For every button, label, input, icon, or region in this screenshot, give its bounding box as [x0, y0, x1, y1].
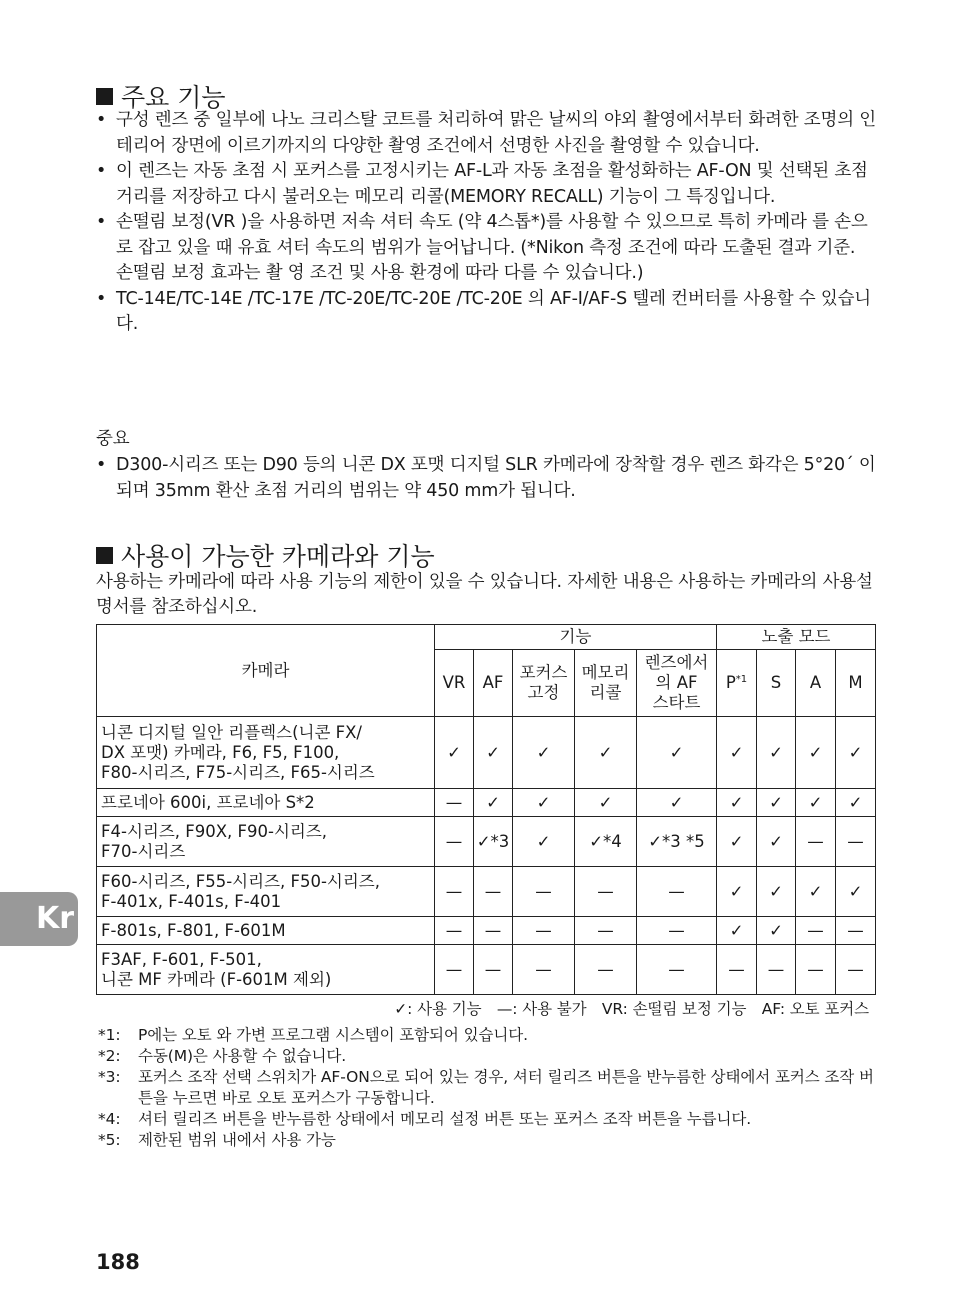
support-cell: ✓	[757, 867, 796, 917]
square-bullet-icon	[96, 88, 113, 105]
list-item: • TC-14E/TC-14E /TC-17E /TC-20E/TC-20E /TC-20E 의 AF-I/AF-S 텔레 컨버터를 사용할 수 있습니다.	[96, 287, 876, 338]
modes-header: 노출 모드	[717, 625, 876, 650]
support-cell: ✓	[717, 717, 757, 789]
support-cell: —	[836, 817, 876, 867]
support-cell: —	[474, 867, 513, 917]
support-cell: —	[836, 917, 876, 945]
support-cell: ✓	[796, 789, 836, 817]
support-cell: —	[637, 945, 717, 995]
footnote-item: *3: 포커스 조작 선택 스위치가 AF-ON으로 되어 있는 경우, 셔터 릴리즈 버튼을 반누름한 상태에서 포커스 조작 버튼을 누르면 바로 오토 포커스가 구동합니다.	[98, 1068, 874, 1107]
list-item: • 이 렌즈는 자동 초점 시 포커스를 고정시키는 AF-L과 자동 초점을 활성화하는 AF-ON 및 선택된 초점 거리를 저장하고 다시 불러오는 메모리 리콜(MEMORY RECALL) 기능이 그 특징입니다.	[96, 159, 876, 210]
support-cell: ✓	[796, 717, 836, 789]
support-cell: —	[474, 917, 513, 945]
language-tab: Kr	[0, 892, 78, 946]
list-item: • D300-시리즈 또는 D90 등의 니콘 DX 포맷 디지털 SLR 카메라에 장착할 경우 렌즈 화각은 5°20´ 이 되며 35mm 환산 초점 거리의 범위는 약 450 mm가 됩니다.	[96, 453, 876, 504]
col-s: S	[757, 650, 796, 717]
support-cell: ✓	[717, 817, 757, 867]
camera-name-cell: 프로네아 600i, 프로네아 S*2	[97, 789, 435, 817]
table-row	[97, 817, 876, 867]
list-item: • 구성 렌즈 중 일부에 나노 크리스탈 코트를 처리하여 맑은 날씨의 야외 촬영에서부터 화려한 조명의 인테리어 장면에 이르기까지의 다양한 촬영 조건에서 선명한 사진을 촬영할 수 있습니다.	[96, 108, 876, 159]
support-cell: —	[474, 945, 513, 995]
table-legend: ✓: 사용 기능 —: 사용 불가 VR: 손떨림 보정 기능 AF: 오토 포커스	[394, 1000, 869, 1018]
camera-name-cell: 니콘 디지털 일안 리플렉스(니콘 FX/ DX 포맷) 카메라, F6, F5, F100, F80-시리즈, F75-시리즈, F65-시리즈	[97, 717, 435, 789]
camera-name-cell: F60-시리즈, F55-시리즈, F50-시리즈, F-401x, F-401s, F-401	[97, 867, 435, 917]
support-cell: —	[637, 867, 717, 917]
support-cell: —	[575, 867, 637, 917]
important-heading: 중요	[96, 429, 130, 449]
camera-name-cell: F-801s, F-801, F-601M	[97, 917, 435, 945]
support-cell: ✓	[637, 717, 717, 789]
footnote-item: *1: P에는 오토 와 가변 프로그램 시스템이 포함되어 있습니다.	[98, 1026, 528, 1044]
support-cell: ✓	[717, 917, 757, 945]
support-cell: —	[435, 789, 474, 817]
section-heading-features: 주요 기능	[96, 78, 226, 114]
table-row	[97, 867, 876, 917]
support-cell: ✓	[513, 817, 575, 867]
support-cell: ✓	[474, 717, 513, 789]
support-cell: ✓	[637, 789, 717, 817]
footnotes	[98, 1025, 874, 1151]
support-cell: —	[435, 945, 474, 995]
compatibility-table	[96, 624, 876, 995]
page-number: 188	[96, 1250, 140, 1274]
support-cell: ✓	[757, 789, 796, 817]
square-bullet-icon	[96, 547, 113, 564]
support-cell: —	[796, 817, 836, 867]
table-row	[97, 917, 876, 945]
table-row	[97, 945, 876, 995]
camera-name-cell: F4-시리즈, F90X, F90-시리즈, F70-시리즈	[97, 817, 435, 867]
functions-header: 기능	[435, 625, 717, 650]
support-cell: ✓	[757, 917, 796, 945]
support-cell: ✓	[836, 717, 876, 789]
support-cell: ✓	[717, 867, 757, 917]
support-cell: ✓	[836, 789, 876, 817]
col-a: A	[796, 650, 836, 717]
support-cell: —	[513, 917, 575, 945]
support-cell: ✓	[757, 717, 796, 789]
support-cell: —	[513, 945, 575, 995]
camera-name-cell: F3AF, F-601, F-501, 니콘 MF 카메라 (F-601M 제외)	[97, 945, 435, 995]
col-memory-recall: 메모리 리콜	[575, 650, 637, 717]
support-cell: ✓	[435, 717, 474, 789]
important-list	[96, 453, 876, 504]
camera-header: 카메라	[97, 625, 435, 717]
support-cell: ✓	[474, 789, 513, 817]
support-cell: ✓	[836, 867, 876, 917]
compat-intro: 사용하는 카메라에 따라 사용 기능의 제한이 있을 수 있습니다. 자세한 내용은 사용하는 카메라의 사용설명서를 참조하십시오.	[96, 572, 873, 617]
support-cell: ✓	[717, 789, 757, 817]
support-cell: ✓*4	[575, 817, 637, 867]
support-cell: —	[435, 817, 474, 867]
support-cell: —	[796, 917, 836, 945]
col-vr: VR	[435, 650, 474, 717]
footnote-item: *4: 셔터 릴리즈 버튼을 반누름한 상태에서 메모리 설정 버튼 또는 포커스 조작 버튼을 누릅니다.	[98, 1110, 752, 1128]
col-focus-lock: 포커스 고정	[513, 650, 575, 717]
support-cell: ✓	[513, 717, 575, 789]
list-item: • 손떨림 보정(VR )을 사용하면 저속 셔터 속도 (약 4스톱*)를 사용할 수 있으므로 특히 카메라 를 손으로 잡고 있을 때 유효 셔터 속도의 범위가 늘어납니다. (*Nikon 측정 조건에 따라 도출된 결과 기준. 손떨림 보정 효과는 촬 영 조건 및 사용 환경에 따라 다를 수 있습니다.)	[96, 210, 876, 287]
col-af-start: 렌즈에서 의 AF 스타트	[637, 650, 717, 717]
col-af: AF	[474, 650, 513, 717]
footnote-item: *5: 제한된 범위 내에서 사용 가능	[98, 1131, 336, 1149]
support-cell: ✓	[575, 789, 637, 817]
support-cell: ✓*3 *5	[637, 817, 717, 867]
footnote-item: *2: 수동(M)은 사용할 수 없습니다.	[98, 1047, 347, 1065]
support-cell: —	[575, 945, 637, 995]
support-cell: —	[575, 917, 637, 945]
features-list	[96, 108, 876, 338]
table-row	[97, 789, 876, 817]
col-m: M	[836, 650, 876, 717]
support-cell: —	[836, 945, 876, 995]
support-cell: ✓	[575, 717, 637, 789]
support-cell: ✓*3	[474, 817, 513, 867]
support-cell: —	[637, 917, 717, 945]
col-p: $P^{*1}$	[717, 650, 757, 717]
support-cell: ✓	[513, 789, 575, 817]
support-cell: —	[796, 945, 836, 995]
support-cell: —	[435, 867, 474, 917]
support-cell: —	[435, 917, 474, 945]
support-cell: ✓	[757, 817, 796, 867]
support-cell: —	[513, 867, 575, 917]
section-heading-compat: 사용이 가능한 카메라와 기능	[96, 537, 435, 573]
support-cell: —	[717, 945, 757, 995]
support-cell: —	[757, 945, 796, 995]
table-row	[97, 717, 876, 789]
support-cell: ✓	[796, 867, 836, 917]
